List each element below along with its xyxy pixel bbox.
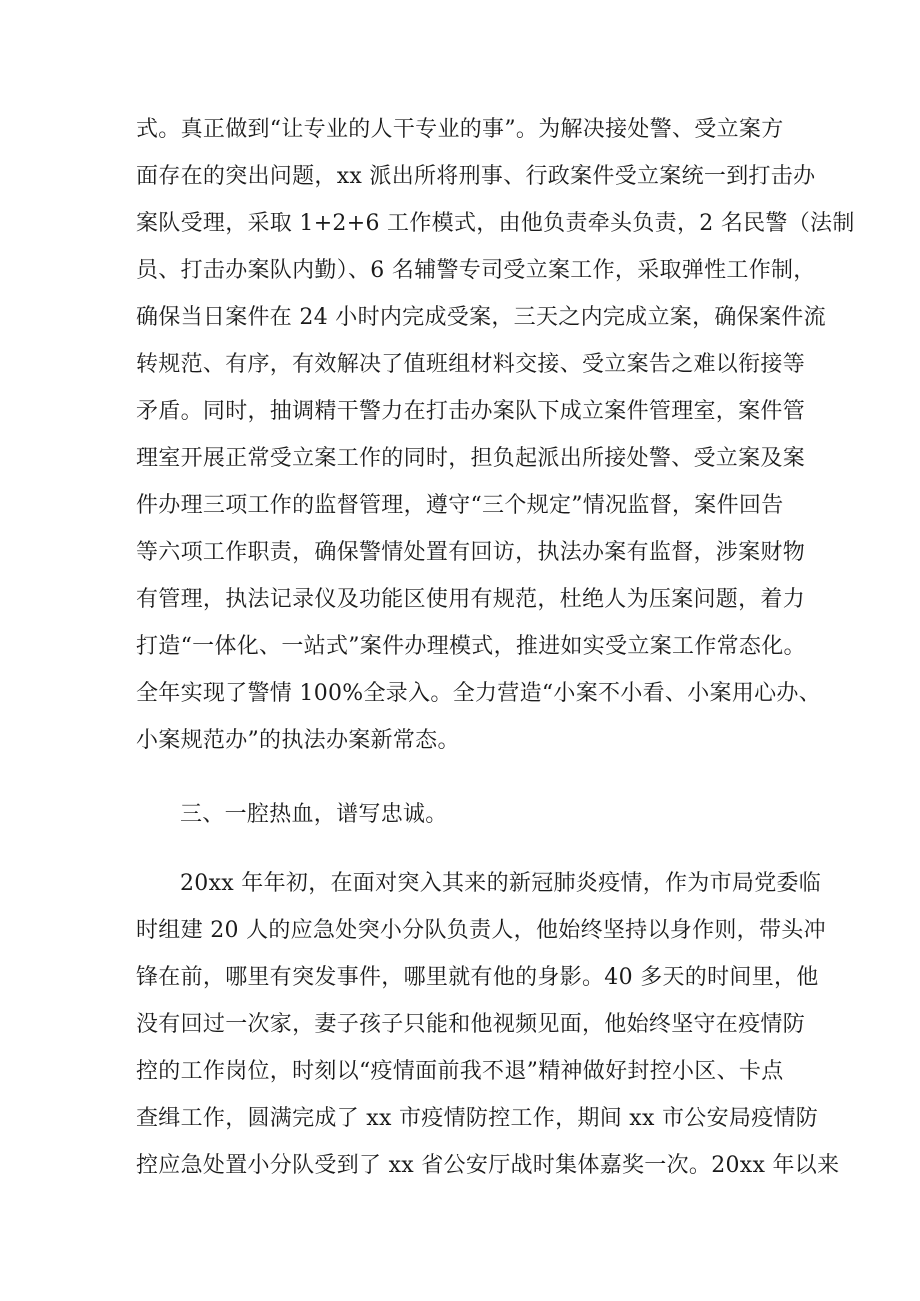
paragraph-1-line-14: 小案规范办”的执法办案新常态。 [136,728,460,753]
paragraph-3-line-6: 查缉工作，圆满完成了 xx 市疫情防控工作，期间 xx 市公安局疫情防 [136,1106,819,1131]
paragraph-1-line-3: 案队受理，采取 1+2+6 工作模式，由他负责牵头负责，2 名民警（法制 [136,211,855,236]
paragraph-3-line-1: 20xx 年年初，在面对突入其来的新冠肺炎疫情，作为市局党委临 [180,871,822,896]
paragraph-1-line-13: 全年实现了警情 100%全录入。全力营造“小案不小看、小案用心办、 [136,681,822,706]
paragraph-1-line-5: 确保当日案件在 24 小时内完成受案，三天之内完成立案，确保案件流 [136,305,826,330]
paragraph-1-line-7: 矛盾。同时，抽调精干警力在打击办案队下成立案件管理室，案件管 [136,399,806,424]
paragraph-1-line-8: 理室开展正常受立案工作的同时，担负起派出所接处警、受立案及案 [136,446,806,471]
paragraph-3-line-3: 锋在前，哪里有突发事件，哪里就有他的身影。40 多天的时间里，他 [136,965,819,990]
paragraph-1-line-4: 员、打击办案队内勤）、6 名辅警专司受立案工作，采取弹性工作制， [136,258,816,283]
paragraph-1-line-11: 有管理，执法记录仪及功能区使用有规范，杜绝人为压案问题，着力 [136,587,806,612]
paragraph-3-line-5: 控的工作岗位，时刻以“疫情面前我不退”精神做好封控小区、卡点 [136,1059,784,1084]
paragraph-3-line-4: 没有回过一次家，妻子孩子只能和他视频见面，他始终坚守在疫情防 [136,1012,806,1037]
paragraph-1-line-1: 式。真正做到“让专业的人干专业的事”。为解决接处警、受立案方 [136,117,784,142]
paragraph-1-line-12: 打造“一体化、一站式”案件办理模式，推进如实受立案工作常态化。 [136,634,806,659]
paragraph-3-line-7: 控应急处置小分队受到了 xx 省公安厅战时集体嘉奖一次。20xx 年以来 [136,1153,840,1178]
section-heading: 三、一腔热血，谱写忠诚。 [180,802,448,827]
paragraph-1-line-6: 转规范、有序，有效解决了值班组材料交接、受立案告之难以衔接等 [136,352,806,377]
paragraph-1-line-2: 面存在的突出问题，xx 派出所将刑事、行政案件受立案统一到打击办 [136,164,816,189]
paragraph-3-line-2: 时组建 20 人的应急处突小分队负责人，他始终坚持以身作则，带头冲 [136,918,826,943]
paragraph-1-line-10: 等六项工作职责，确保警情处置有回访，执法办案有监督，涉案财物 [136,540,806,565]
paragraph-1-line-9: 件办理三项工作的监督管理，遵守“三个规定”情况监督，案件回告 [136,493,784,518]
